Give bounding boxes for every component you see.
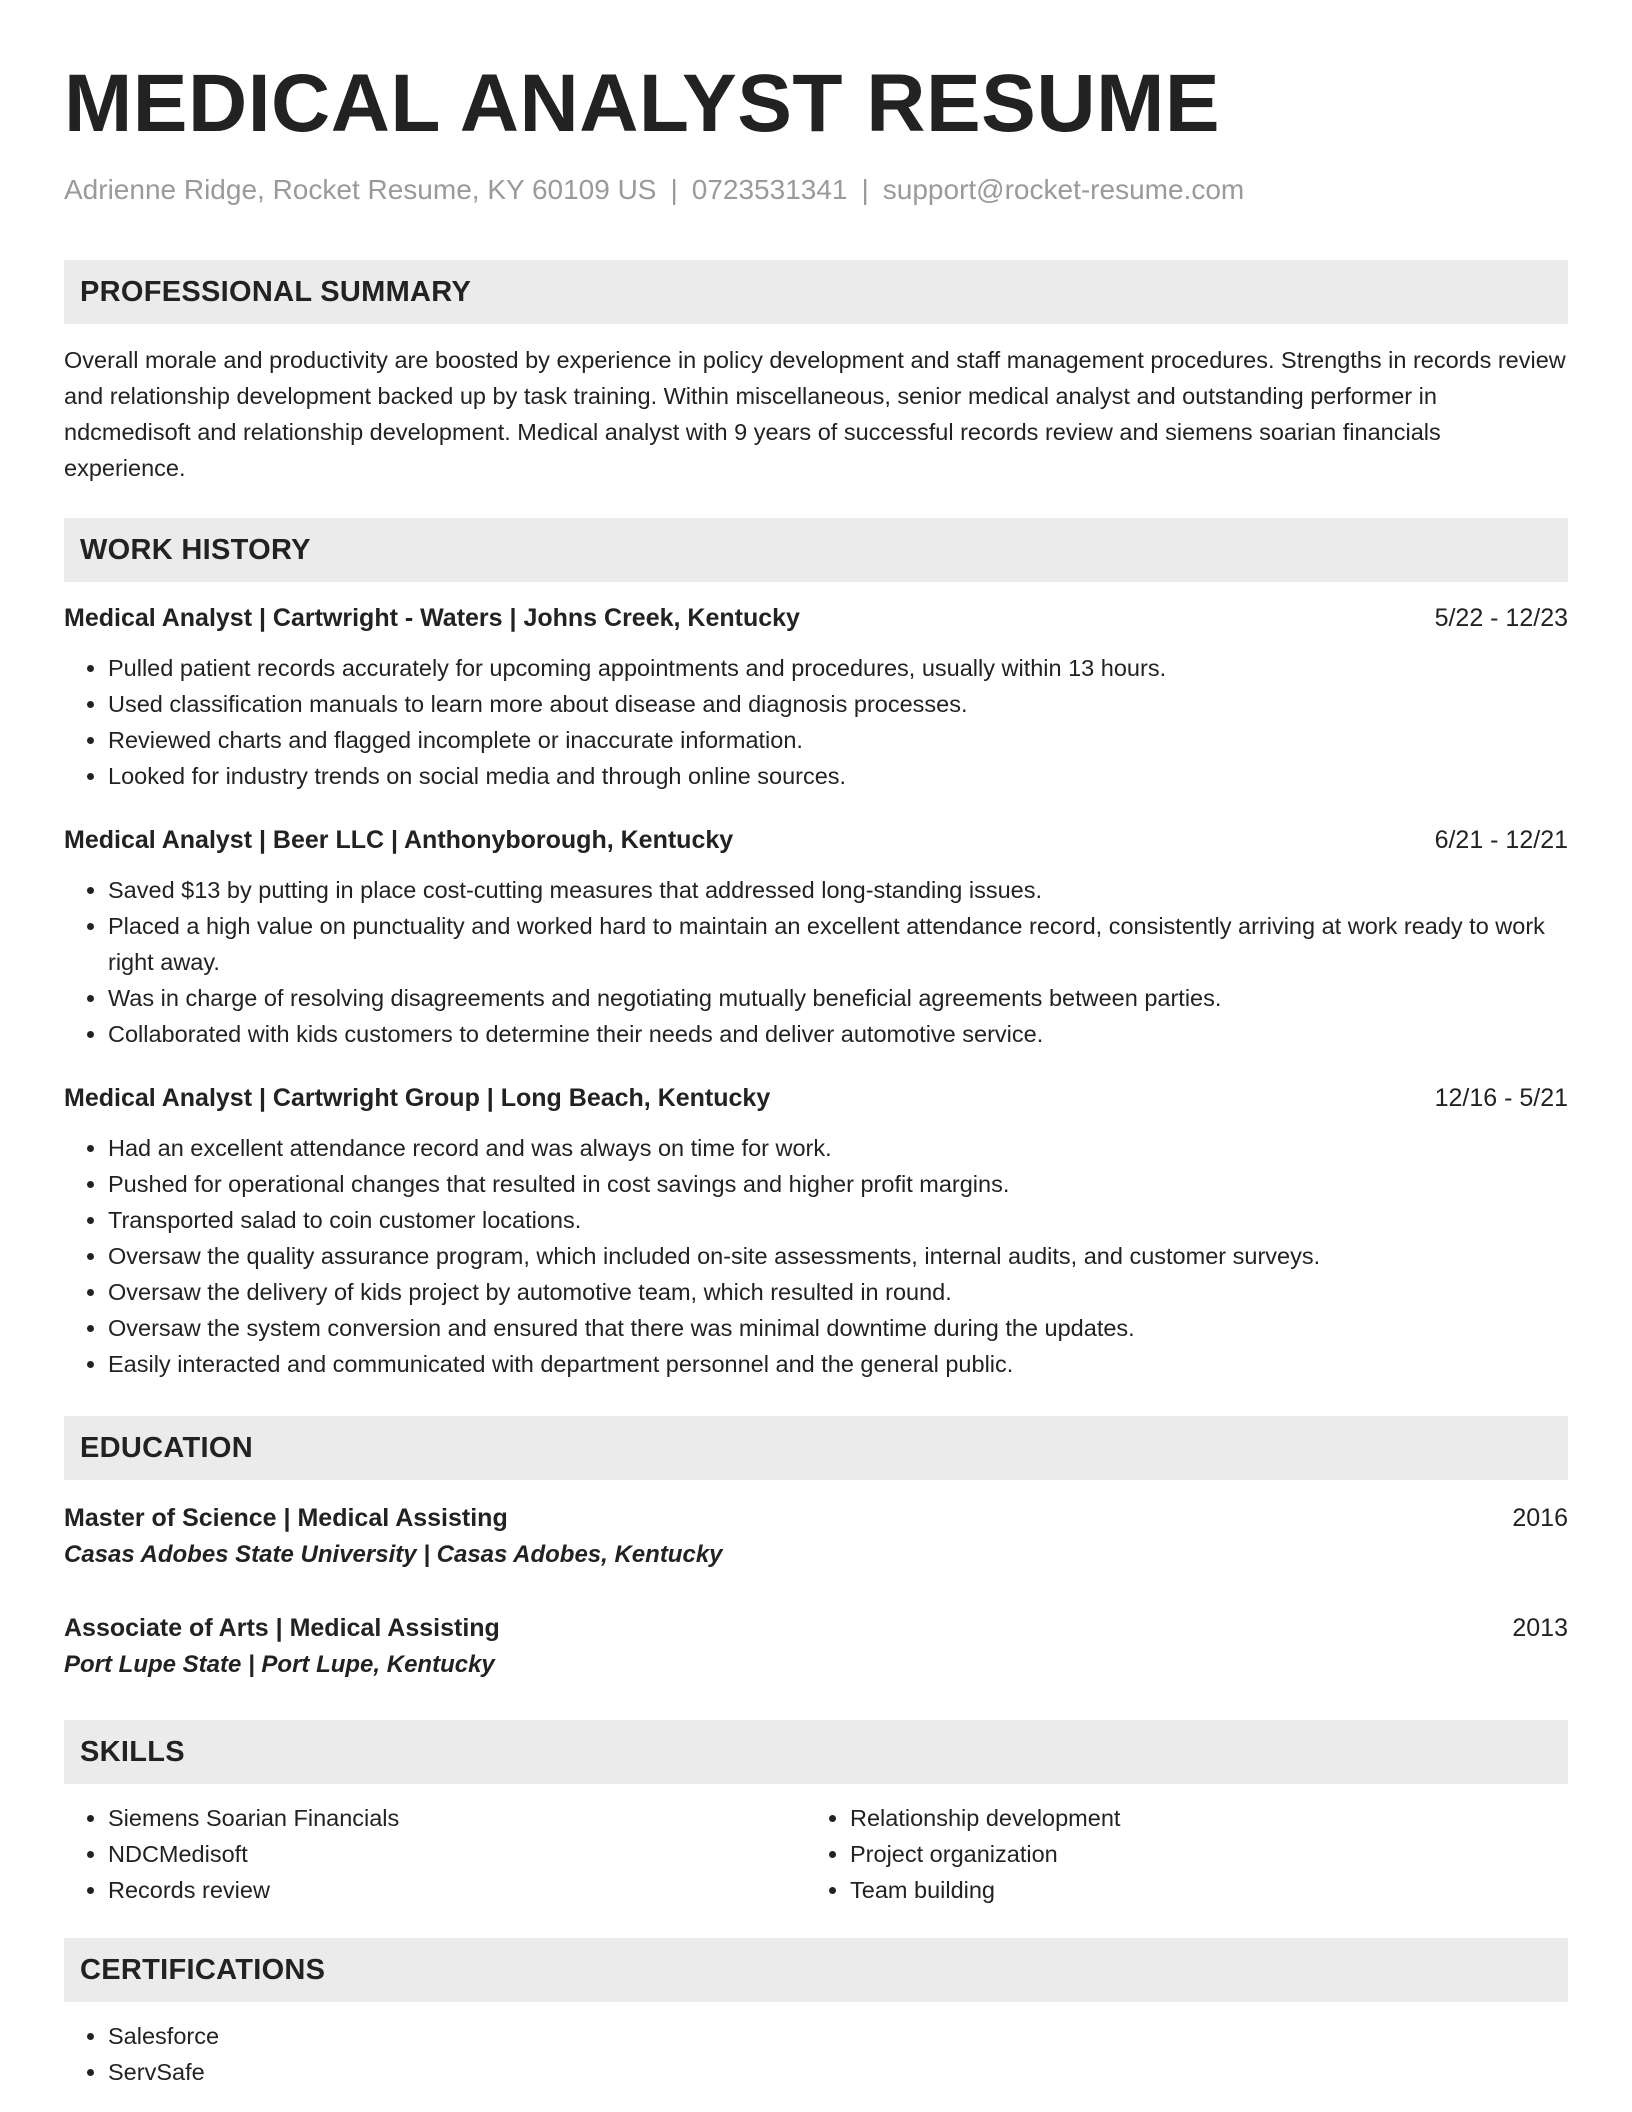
job-bullet: • Easily interacted and communicated with department personnel and the general public.: [108, 1346, 1568, 1382]
job-title-line: Medical Analyst | Cartwright - Waters | Johns Creek, Kentucky: [64, 604, 800, 632]
certifications-section-header: CERTIFICATIONS: [64, 1938, 1568, 2002]
job-bullet: • Placed a high value on punctuality and worked hard to maintain an excellent attendance record, consistently arriving at work ready to work right away.: [108, 908, 1568, 980]
skill-item: • Records review: [108, 1872, 806, 1908]
education-year: 2013: [1512, 1614, 1568, 1642]
job-bullets: [64, 872, 1568, 1052]
job-entry: [64, 1080, 1568, 1382]
job-bullets: [64, 650, 1568, 794]
contact-email: support@rocket-resume.com: [882, 174, 1245, 205]
skill-item: • Team building: [850, 1872, 1548, 1908]
job-title-line: Medical Analyst | Cartwright Group | Long Beach, Kentucky: [64, 1084, 771, 1112]
page-title: MEDICAL ANALYST RESUME: [64, 58, 1221, 149]
job-bullet: • Pulled patient records accurately for upcoming appointments and procedures, usually within 13 hours.: [108, 650, 1568, 686]
skills-list: [64, 1800, 806, 1908]
skill-item: • Project organization: [850, 1836, 1548, 1872]
job-entry: [64, 600, 1568, 794]
education-entry: [64, 1500, 1568, 1574]
job-bullet: • Collaborated with kids customers to determine their needs and deliver automotive service.: [108, 1016, 1568, 1052]
job-bullet: • Pushed for operational changes that resulted in cost savings and higher profit margins.: [108, 1166, 1568, 1202]
job-bullet: • Oversaw the system conversion and ensured that there was minimal downtime during the updates.: [108, 1310, 1568, 1346]
job-bullet: • Saved $13 by putting in place cost-cutting measures that addressed long-standing issues.: [108, 872, 1568, 908]
job-bullets: [64, 1130, 1568, 1382]
summary-section-header: PROFESSIONAL SUMMARY: [64, 260, 1568, 324]
job-bullet: • Used classification manuals to learn more about disease and diagnosis processes.: [108, 686, 1568, 722]
school-line: Port Lupe State | Port Lupe, Kentucky: [64, 1651, 495, 1678]
education-year: 2016: [1512, 1504, 1568, 1532]
certification-item: • ServSafe: [108, 2054, 1568, 2090]
job-entry: [64, 822, 1568, 1052]
job-bullet: • Transported salad to coin customer locations.: [108, 1202, 1568, 1238]
job-dates: 6/21 - 12/21: [1434, 826, 1568, 854]
skills-column-left: [64, 1800, 806, 1908]
job-bullet: • Had an excellent attendance record and was always on time for work.: [108, 1130, 1568, 1166]
school-line: Casas Adobes State University | Casas Adobes, Kentucky: [64, 1541, 723, 1568]
certifications-list: [64, 2018, 1568, 2090]
education-entry: [64, 1610, 1568, 1684]
skills-column-right: [806, 1800, 1548, 1908]
contact-phone: 0723531341: [691, 174, 848, 205]
degree-line: Associate of Arts | Medical Assisting: [64, 1614, 500, 1642]
work-history-section-header: WORK HISTORY: [64, 518, 1568, 582]
job-title-line: Medical Analyst | Beer LLC | Anthonyborough, Kentucky: [64, 826, 734, 854]
skill-item: • NDCMedisoft: [108, 1836, 806, 1872]
skills-list: [806, 1800, 1548, 1908]
job-bullet: • Reviewed charts and flagged incomplete or inaccurate information.: [108, 722, 1568, 758]
certifications-block: [64, 2018, 1568, 2090]
degree-line: Master of Science | Medical Assisting: [64, 1504, 508, 1532]
job-dates: 12/16 - 5/21: [1434, 1084, 1568, 1112]
skill-item: • Siemens Soarian Financials: [108, 1800, 806, 1836]
contact-line: [64, 172, 1568, 208]
skills-section-header: SKILLS: [64, 1720, 1568, 1784]
certification-item: • Salesforce: [108, 2018, 1568, 2054]
contact-separator: |: [670, 174, 678, 205]
job-bullet: • Oversaw the quality assurance program, which included on-site assessments, internal audits, and customer surveys.: [108, 1238, 1568, 1274]
education-section-header: EDUCATION: [64, 1416, 1568, 1480]
skill-item: • Relationship development: [850, 1800, 1548, 1836]
summary-text: Overall morale and productivity are boosted by experience in policy development and staff management procedures. Strengths in records review and relationship development backed up by task training. Within miscellaneous, senior medical analyst and outstanding performer in ndcmedisoft and relationship development. Medical analyst with 9 years of successful records review and siemens soarian financials experience.: [64, 347, 1566, 481]
job-bullet: • Was in charge of resolving disagreements and negotiating mutually beneficial agreements between parties.: [108, 980, 1568, 1016]
contact-address: Adrienne Ridge, Rocket Resume, KY 60109 US: [64, 174, 657, 205]
job-bullet: • Looked for industry trends on social media and through online sources.: [108, 758, 1568, 794]
job-dates: 5/22 - 12/23: [1434, 604, 1568, 632]
contact-separator: |: [861, 174, 869, 205]
skills-grid: [64, 1800, 1568, 1908]
job-bullet: • Oversaw the delivery of kids project by automotive team, which resulted in round.: [108, 1274, 1568, 1310]
